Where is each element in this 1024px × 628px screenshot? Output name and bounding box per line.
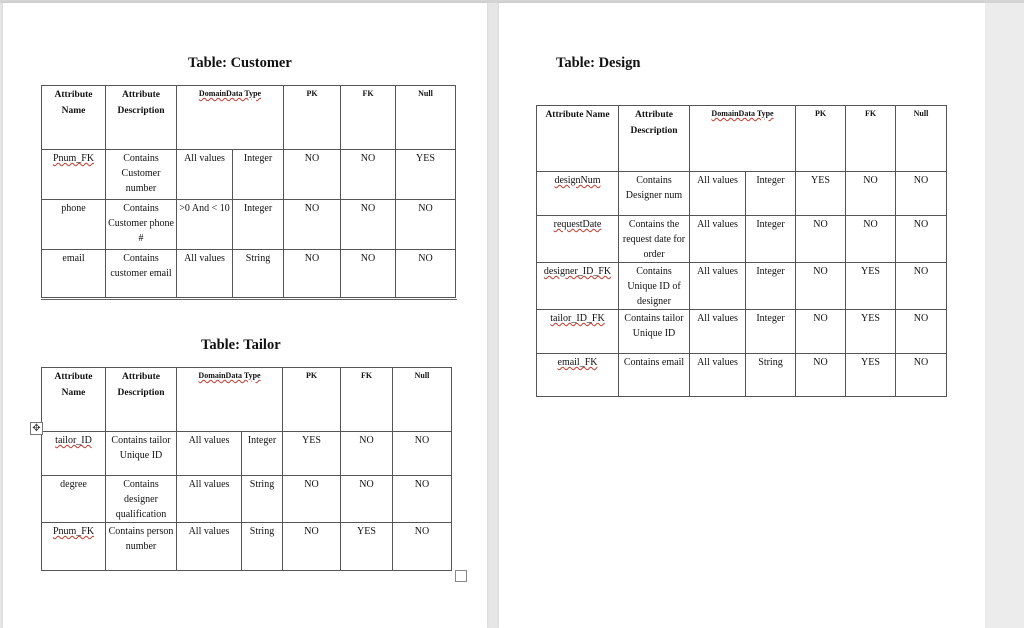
cell-data-type: Integer — [233, 200, 284, 250]
cell-null: NO — [896, 172, 947, 216]
table-bottom-rule — [41, 299, 457, 300]
cell-pk: YES — [283, 432, 341, 476]
workspace-margin — [985, 3, 1024, 628]
cell-description: Contains the request date for order — [619, 216, 690, 263]
cell-description: Contains person number — [106, 523, 177, 571]
cell-description: Contains Customer number — [106, 150, 177, 200]
cell-data-type: Integer — [746, 263, 796, 310]
table-header-row — [42, 86, 456, 150]
cell-fk: YES — [341, 523, 393, 571]
cell-domain: All values — [690, 263, 746, 310]
cell-null: NO — [896, 263, 947, 310]
cell-description: Contains Designer num — [619, 172, 690, 216]
header-fk: FK — [341, 368, 393, 432]
header-null: Null — [396, 86, 456, 150]
move-icon[interactable]: ✥ — [30, 422, 43, 435]
cell-domain: All values — [690, 216, 746, 263]
cell-pk: NO — [796, 354, 846, 397]
cell-attribute-name: email — [42, 250, 106, 298]
header-null: Null — [393, 368, 452, 432]
cell-description: Contains tailor Unique ID — [619, 310, 690, 354]
cell-domain: All values — [690, 310, 746, 354]
header-null: Null — [896, 106, 947, 172]
customer-table-title: Table: Customer — [188, 55, 292, 71]
table-row — [537, 216, 947, 263]
header-pk: PK — [283, 368, 341, 432]
cell-fk: NO — [341, 250, 396, 298]
cell-attribute-name: designer_ID_FK — [537, 263, 619, 310]
cell-attribute-name: Pnum_FK — [42, 523, 106, 571]
cell-attribute-name: degree — [42, 476, 106, 523]
table-row — [42, 200, 456, 250]
cell-null: NO — [396, 250, 456, 298]
header-attribute-description: Attribute Description — [106, 368, 177, 432]
cell-description: Contains tailor Unique ID — [106, 432, 177, 476]
cell-data-type: Integer — [746, 172, 796, 216]
cell-null: NO — [896, 216, 947, 263]
header-domain-data-type: DomainData Type — [177, 368, 283, 432]
cell-attribute-name: designNum — [537, 172, 619, 216]
tailor-table-title: Table: Tailor — [201, 337, 281, 353]
header-attribute-name: Attribute Name — [537, 106, 619, 172]
cell-data-type: Integer — [242, 432, 283, 476]
cell-null: NO — [896, 354, 947, 397]
customer-table — [41, 85, 456, 298]
table-row — [42, 432, 452, 476]
cell-pk: NO — [796, 216, 846, 263]
table-row — [537, 354, 947, 397]
header-pk: PK — [796, 106, 846, 172]
table-row — [42, 250, 456, 298]
header-domain-data-type: DomainData Type — [690, 106, 796, 172]
header-attribute-description: Attribute Description — [106, 86, 177, 150]
cell-domain: All values — [177, 250, 233, 298]
cell-fk: NO — [341, 476, 393, 523]
cell-description: Contains designer qualification — [106, 476, 177, 523]
document-page-left — [3, 3, 487, 628]
table-row — [42, 523, 452, 571]
cell-domain: All values — [177, 476, 242, 523]
header-attribute-name: Attribute Name — [42, 368, 106, 432]
table-row — [42, 150, 456, 200]
design-table — [536, 105, 947, 397]
cell-attribute-name: tailor_ID_FK — [537, 310, 619, 354]
cell-null: NO — [393, 476, 452, 523]
cell-pk: NO — [283, 523, 341, 571]
cell-fk: NO — [846, 216, 896, 263]
cell-pk: NO — [796, 310, 846, 354]
cell-domain: >0 And < 10 — [177, 200, 233, 250]
cell-data-type: Integer — [746, 216, 796, 263]
cell-pk: NO — [796, 263, 846, 310]
cell-attribute-name: tailor_ID — [42, 432, 106, 476]
table-row — [537, 310, 947, 354]
header-pk: PK — [284, 86, 341, 150]
cell-domain: All values — [177, 150, 233, 200]
cell-attribute-name: Pnum_FK — [42, 150, 106, 200]
document-page-right — [499, 3, 985, 628]
cell-null: NO — [393, 523, 452, 571]
cell-null: NO — [393, 432, 452, 476]
cell-description: Contains Unique ID of designer — [619, 263, 690, 310]
table-row — [537, 172, 947, 216]
header-attribute-name: Attribute Name — [42, 86, 106, 150]
cell-domain: All values — [177, 523, 242, 571]
cell-fk: YES — [846, 354, 896, 397]
cell-fk: NO — [341, 200, 396, 250]
header-fk: FK — [846, 106, 896, 172]
cell-data-type: String — [746, 354, 796, 397]
cell-data-type: String — [242, 523, 283, 571]
cell-data-type: String — [242, 476, 283, 523]
cell-pk: NO — [283, 476, 341, 523]
design-table-title: Table: Design — [556, 55, 641, 71]
table-row — [537, 263, 947, 310]
cell-null: NO — [396, 200, 456, 250]
cell-pk: YES — [796, 172, 846, 216]
table-header-row — [537, 106, 947, 172]
header-domain-data-type: DomainData Type — [177, 86, 284, 150]
cell-data-type: Integer — [233, 150, 284, 200]
cell-attribute-name: requestDate — [537, 216, 619, 263]
cell-domain: All values — [177, 432, 242, 476]
resize-icon[interactable] — [455, 570, 467, 582]
cell-description: Contains Customer phone # — [106, 200, 177, 250]
cell-fk: NO — [341, 432, 393, 476]
cell-attribute-name: phone — [42, 200, 106, 250]
table-header-row — [42, 368, 452, 432]
cell-null: YES — [396, 150, 456, 200]
cell-fk: NO — [846, 172, 896, 216]
cell-pk: NO — [284, 150, 341, 200]
header-fk: FK — [341, 86, 396, 150]
cell-domain: All values — [690, 172, 746, 216]
cell-data-type: Integer — [746, 310, 796, 354]
cell-attribute-name: email_FK — [537, 354, 619, 397]
cell-domain: All values — [690, 354, 746, 397]
cell-description: Contains email — [619, 354, 690, 397]
table-row — [42, 476, 452, 523]
header-attribute-description: Attribute Description — [619, 106, 690, 172]
cell-null: NO — [896, 310, 947, 354]
tailor-table — [41, 367, 452, 571]
cell-pk: NO — [284, 200, 341, 250]
cell-fk: YES — [846, 310, 896, 354]
cell-fk: NO — [341, 150, 396, 200]
cell-data-type: String — [233, 250, 284, 298]
cell-description: Contains customer email — [106, 250, 177, 298]
cell-fk: YES — [846, 263, 896, 310]
cell-pk: NO — [284, 250, 341, 298]
